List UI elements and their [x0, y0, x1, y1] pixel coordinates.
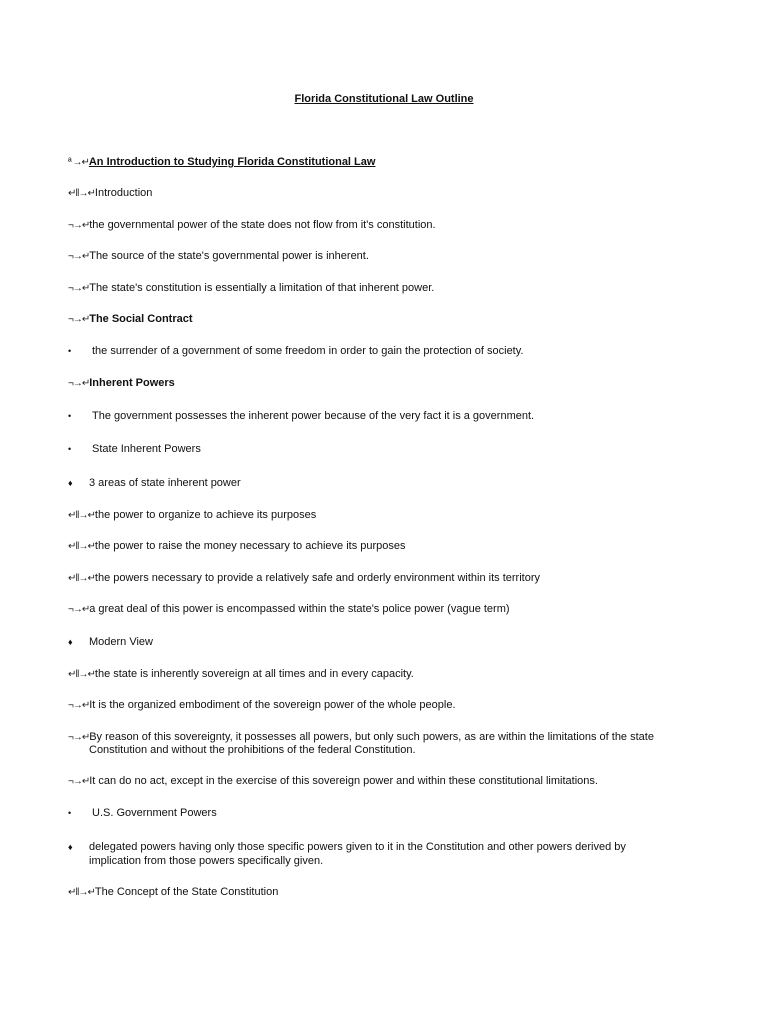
outline-text: the power to organize to achieve its purposes — [94, 509, 317, 521]
outline-marker: ¬→↵ — [68, 604, 90, 615]
outline-text: State Inherent Powers — [92, 443, 201, 455]
outline-text: It can do no act, except in the exercise of this sovereign power and within these constitutional limitations. — [89, 775, 598, 787]
outline-text-continuation: Constitution and without the prohibitions of the federal Constitution. — [89, 744, 416, 756]
outline-marker: ¬→↵ — [68, 251, 90, 262]
outline-line — [68, 540, 406, 553]
outline-marker: ¬→↵ — [68, 378, 90, 389]
bullet-marker: • — [68, 808, 72, 818]
outline-text: It is the organized embodiment of the sovereign power of the whole people. — [89, 699, 456, 711]
outline-line — [68, 699, 456, 712]
outline-marker: ª →↵ — [68, 157, 89, 168]
outline-line — [68, 313, 193, 326]
outline-line — [68, 509, 316, 522]
bullet-marker: • — [68, 346, 72, 356]
outline-marker: ¬→↵ — [68, 732, 90, 743]
outline-marker: ↵‖→↵ — [68, 510, 95, 521]
bullet-marker: • — [68, 444, 72, 454]
outline-line — [68, 775, 598, 788]
outline-text: The government possesses the inherent power because of the very fact it is a government. — [92, 410, 535, 422]
outline-text: the power to raise the money necessary to achieve its purposes — [94, 540, 406, 552]
outline-text: the surrender of a government of some freedom in order to gain the protection of society. — [92, 345, 524, 357]
outline-text: The Concept of the State Constitution — [94, 886, 279, 898]
outline-line — [68, 603, 510, 616]
outline-text: The state's constitution is essentially a limitation of that inherent power. — [89, 282, 435, 294]
outline-marker: ↵‖→↵ — [68, 541, 95, 552]
outline-text: Modern View — [89, 636, 153, 648]
diamond-marker: ♦ — [68, 637, 73, 647]
outline-line — [68, 250, 369, 263]
outline-marker: ¬→↵ — [68, 700, 90, 711]
outline-text: delegated powers having only those specific powers given to it in the Constitution and other powers derived by — [89, 841, 626, 853]
outline-line — [68, 282, 434, 295]
outline-line — [68, 219, 436, 232]
outline-text: the governmental power of the state does not flow from it's constitution. — [89, 219, 436, 231]
outline-line — [68, 572, 540, 585]
outline-text: a great deal of this power is encompassed within the state's police power (vague term) — [89, 603, 510, 615]
outline-text: 3 areas of state inherent power — [89, 477, 241, 489]
outline-line — [68, 731, 654, 744]
outline-text: the powers necessary to provide a relatively safe and orderly environment within its territory — [94, 572, 540, 584]
outline-marker: ↵‖→↵ — [68, 188, 95, 199]
outline-marker: ↵‖→↵ — [68, 573, 95, 584]
diamond-marker: ♦ — [68, 842, 73, 852]
section-heading: An Introduction to Studying Florida Constitutional Law — [88, 156, 376, 168]
document-title: Florida Constitutional Law Outline — [294, 93, 474, 105]
bullet-marker: • — [68, 411, 72, 421]
outline-text: By reason of this sovereignty, it possesses all powers, but only such powers, as are within the limitations of the state — [89, 731, 654, 743]
outline-text: Introduction — [94, 187, 153, 199]
diamond-marker: ♦ — [68, 478, 73, 488]
outline-text: U.S. Government Powers — [92, 807, 217, 819]
outline-line — [68, 187, 152, 200]
outline-text-continuation: implication from those powers specifically given. — [89, 855, 324, 867]
outline-line — [68, 886, 278, 899]
outline-text: The source of the state's governmental power is inherent. — [89, 250, 369, 262]
outline-marker: ¬→↵ — [68, 314, 90, 325]
outline-marker: ↵‖→↵ — [68, 887, 95, 898]
subheading: Inherent Powers — [89, 377, 175, 389]
outline-marker: ¬→↵ — [68, 283, 90, 294]
subheading: The Social Contract — [89, 313, 193, 325]
outline-marker: ↵‖→↵ — [68, 669, 95, 680]
outline-line — [68, 377, 175, 390]
outline-marker: ¬→↵ — [68, 776, 90, 787]
outline-text: the state is inherently sovereign at all times and in every capacity. — [94, 668, 414, 680]
outline-line — [68, 156, 375, 169]
outline-line — [68, 668, 414, 681]
outline-marker: ¬→↵ — [68, 220, 90, 231]
